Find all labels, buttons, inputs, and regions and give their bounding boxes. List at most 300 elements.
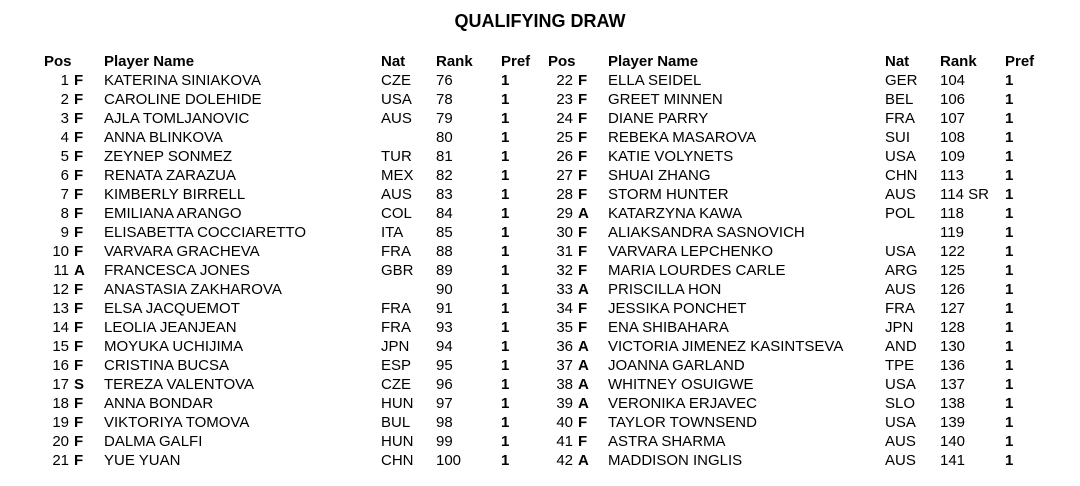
- position-cell: 11: [53, 262, 69, 279]
- entry-code-cell: A: [578, 205, 589, 222]
- rank-cell: 93: [436, 319, 453, 336]
- rank-cell: 84: [436, 205, 453, 222]
- rank-cell: 139: [940, 414, 966, 431]
- entry-code-cell: A: [74, 262, 85, 279]
- rank-cell: 95: [436, 357, 453, 374]
- rank-cell: 119: [940, 224, 964, 241]
- draw-table-left: [44, 52, 548, 470]
- position-cell: 9: [60, 224, 69, 241]
- nationality-cell: USA: [381, 91, 412, 108]
- entry-code-cell: A: [578, 338, 589, 355]
- preference-cell: 1: [501, 186, 510, 203]
- player-name-cell: JESSIKA PONCHET: [608, 300, 747, 317]
- table-row: [44, 147, 548, 166]
- rank-cell: 106: [940, 91, 966, 108]
- draw-rows-left: [44, 71, 548, 470]
- player-name-cell: ANNA BONDAR: [104, 395, 214, 412]
- preference-cell: 1: [501, 148, 510, 165]
- entry-code-cell: F: [74, 205, 84, 222]
- nationality-cell: ESP: [381, 357, 412, 374]
- rank-cell: 130: [940, 338, 966, 355]
- player-name-cell: CRISTINA BUCSA: [104, 357, 230, 374]
- table-row: [548, 261, 1050, 280]
- entry-code-cell: F: [74, 395, 84, 412]
- rank-cell: 138: [940, 395, 966, 412]
- rank-cell: 99: [436, 433, 453, 450]
- preference-cell: 1: [1005, 148, 1014, 165]
- player-name-cell: EMILIANA ARANGO: [104, 205, 242, 222]
- player-name-cell: YUE YUAN: [104, 452, 181, 469]
- preference-cell: 1: [501, 110, 510, 127]
- player-name-cell: KATARZYNA KAWA: [608, 205, 743, 222]
- table-row: [548, 109, 1050, 128]
- nationality-cell: HUN: [381, 395, 414, 412]
- header-code: [578, 52, 608, 71]
- table-row: [44, 299, 548, 318]
- position-cell: 26: [556, 148, 573, 165]
- player-name-cell: ENA SHIBAHARA: [608, 319, 729, 336]
- table-row: [548, 128, 1050, 147]
- player-name-cell: KATIE VOLYNETS: [608, 148, 734, 165]
- header-pref: Pref: [1005, 53, 1035, 70]
- player-name-cell: ASTRA SHARMA: [608, 433, 726, 450]
- table-row: [548, 166, 1050, 185]
- entry-code-cell: F: [578, 243, 588, 260]
- table-row: [44, 185, 548, 204]
- rank-cell: 94: [436, 338, 453, 355]
- position-cell: 2: [60, 91, 69, 108]
- rank-cell: 100: [436, 452, 462, 469]
- player-name-cell: VICTORIA JIMENEZ KASINTSEVA: [608, 338, 844, 355]
- preference-cell: 1: [1005, 300, 1014, 317]
- header-name: Player Name: [608, 53, 699, 70]
- table-row: [44, 261, 548, 280]
- rank-cell: 90: [436, 281, 453, 298]
- entry-code-cell: F: [578, 91, 588, 108]
- nationality-cell: TUR: [381, 148, 412, 165]
- rank-cell: 122: [940, 243, 966, 260]
- position-cell: 7: [60, 186, 69, 203]
- preference-cell: 1: [501, 205, 510, 222]
- entry-code-cell: F: [578, 129, 588, 146]
- header-pos: Pos: [44, 53, 72, 70]
- entry-code-cell: F: [74, 186, 84, 203]
- table-row: [548, 432, 1050, 451]
- player-name-cell: TAYLOR TOWNSEND: [608, 414, 757, 431]
- player-name-cell: VERONIKA ERJAVEC: [608, 395, 757, 412]
- table-row: [44, 413, 548, 432]
- entry-code-cell: F: [74, 433, 84, 450]
- preference-cell: 1: [501, 319, 510, 336]
- entry-code-cell: F: [578, 224, 588, 241]
- preference-cell: 1: [501, 129, 510, 146]
- table-row: [548, 223, 1050, 242]
- entry-code-cell: F: [74, 72, 84, 89]
- nationality-cell: SUI: [885, 129, 911, 146]
- nationality-cell: FRA: [381, 319, 411, 336]
- player-name-cell: DIANE PARRY: [608, 110, 709, 127]
- position-cell: 35: [556, 319, 573, 336]
- player-name-cell: ZEYNEP SONMEZ: [104, 148, 233, 165]
- rank-cell: 125: [940, 262, 966, 279]
- player-name-cell: MADDISON INGLIS: [608, 452, 743, 469]
- position-cell: 12: [52, 281, 69, 298]
- position-cell: 8: [60, 205, 69, 222]
- preference-cell: 1: [501, 243, 510, 260]
- preference-cell: 1: [501, 224, 510, 241]
- nationality-cell: CHN: [381, 452, 414, 469]
- player-name-cell: STORM HUNTER: [608, 186, 729, 203]
- position-cell: 25: [556, 129, 573, 146]
- header-name: Player Name: [104, 53, 195, 70]
- nationality-cell: TPE: [885, 357, 915, 374]
- rank-cell: 89: [436, 262, 453, 279]
- rank-cell: 81: [436, 148, 453, 165]
- position-cell: 40: [556, 414, 573, 431]
- nationality-cell: FRA: [885, 110, 915, 127]
- table-row: [44, 109, 548, 128]
- entry-code-cell: F: [74, 452, 84, 469]
- table-row: [548, 413, 1050, 432]
- nationality-cell: AUS: [885, 452, 916, 469]
- entry-code-cell: A: [578, 281, 589, 298]
- table-row: [548, 185, 1050, 204]
- entry-code-cell: S: [74, 376, 85, 393]
- entry-code-cell: F: [74, 338, 84, 355]
- header-row: [548, 52, 1050, 71]
- player-name-cell: VIKTORIYA TOMOVA: [104, 414, 250, 431]
- entry-code-cell: F: [74, 243, 84, 260]
- table-row: [548, 242, 1050, 261]
- player-name-cell: GREET MINNEN: [608, 91, 723, 108]
- header-row: [44, 52, 548, 71]
- position-cell: 13: [52, 300, 69, 317]
- position-cell: 23: [556, 91, 573, 108]
- rank-cell: 136: [940, 357, 966, 374]
- preference-cell: 1: [501, 395, 510, 412]
- position-cell: 36: [556, 338, 573, 355]
- entry-code-cell: F: [74, 110, 84, 127]
- rank-cell: 137: [940, 376, 966, 393]
- draw-table-right: [548, 52, 1050, 470]
- player-name-cell: ELSA JACQUEMOT: [104, 300, 240, 317]
- table-row: [44, 356, 548, 375]
- position-cell: 4: [60, 129, 69, 146]
- nationality-cell: AUS: [885, 281, 916, 298]
- position-cell: 6: [60, 167, 69, 184]
- position-cell: 17: [52, 376, 69, 393]
- position-cell: 31: [556, 243, 573, 260]
- position-cell: 39: [556, 395, 573, 412]
- table-row: [44, 432, 548, 451]
- nationality-cell: ARG: [885, 262, 918, 279]
- rank-cell: 83: [436, 186, 453, 203]
- rank-cell: 141: [940, 452, 966, 469]
- header-nat: Nat: [381, 53, 406, 70]
- rank-cell: 82: [436, 167, 453, 184]
- position-cell: 41: [556, 433, 573, 450]
- position-cell: 3: [60, 110, 69, 127]
- table-row: [548, 375, 1050, 394]
- nationality-cell: [381, 280, 436, 299]
- rank-cell: 107: [940, 110, 966, 127]
- rank-cell: 76: [436, 72, 453, 89]
- preference-cell: 1: [501, 262, 510, 279]
- table-row: [44, 337, 548, 356]
- preference-cell: 1: [501, 281, 510, 298]
- preference-cell: 1: [1005, 414, 1014, 431]
- position-cell: 29: [556, 205, 573, 222]
- nationality-cell: FRA: [381, 243, 411, 260]
- player-name-cell: VARVARA LEPCHENKO: [608, 243, 774, 260]
- entry-code-cell: F: [578, 262, 588, 279]
- header-code: [74, 52, 104, 71]
- preference-cell: 1: [1005, 433, 1014, 450]
- nationality-cell: COL: [381, 205, 412, 222]
- rank-cell: 108: [940, 129, 966, 146]
- rank-cell: 126: [940, 281, 966, 298]
- preference-cell: 1: [501, 414, 510, 431]
- entry-code-cell: F: [578, 110, 588, 127]
- player-name-cell: TEREZA VALENTOVA: [104, 376, 255, 393]
- preference-cell: 1: [501, 357, 510, 374]
- position-cell: 42: [556, 452, 573, 469]
- preference-cell: 1: [1005, 376, 1014, 393]
- nationality-cell: USA: [885, 243, 916, 260]
- table-row: [44, 375, 548, 394]
- rank-cell: 97: [436, 395, 453, 412]
- player-name-cell: VARVARA GRACHEVA: [104, 243, 260, 260]
- preference-cell: 1: [501, 91, 510, 108]
- nationality-cell: [381, 128, 436, 147]
- entry-code-cell: F: [578, 167, 588, 184]
- table-row: [44, 90, 548, 109]
- nationality-cell: SLO: [885, 395, 916, 412]
- nationality-cell: MEX: [381, 167, 414, 184]
- entry-code-cell: F: [74, 167, 84, 184]
- position-cell: 24: [556, 110, 573, 127]
- player-name-cell: ANNA BLINKOVA: [104, 129, 223, 146]
- entry-code-cell: A: [578, 395, 589, 412]
- preference-cell: 1: [1005, 338, 1014, 355]
- table-row: [44, 166, 548, 185]
- entry-code-cell: A: [578, 376, 589, 393]
- position-cell: 30: [556, 224, 573, 241]
- nationality-cell: JPN: [381, 338, 410, 355]
- table-row: [44, 242, 548, 261]
- nationality-cell: USA: [885, 148, 916, 165]
- rank-cell: 91: [436, 300, 453, 317]
- entry-code-cell: F: [578, 300, 588, 317]
- header-nat: Nat: [885, 53, 910, 70]
- nationality-cell: ITA: [381, 224, 404, 241]
- position-cell: 21: [52, 452, 69, 469]
- nationality-cell: GER: [885, 72, 918, 89]
- nationality-cell: HUN: [381, 433, 414, 450]
- table-row: [548, 356, 1050, 375]
- rank-cell: 85: [436, 224, 453, 241]
- entry-code-cell: A: [578, 357, 589, 374]
- entry-code-cell: F: [74, 148, 84, 165]
- preference-cell: 1: [501, 300, 510, 317]
- header-rank: Rank: [940, 53, 977, 70]
- header-pos: Pos: [548, 53, 576, 70]
- preference-cell: 1: [1005, 452, 1014, 469]
- preference-cell: 1: [1005, 262, 1014, 279]
- nationality-cell: USA: [885, 376, 916, 393]
- preference-cell: 1: [501, 167, 510, 184]
- entry-code-cell: F: [74, 300, 84, 317]
- preference-cell: 1: [1005, 129, 1014, 146]
- nationality-cell: BUL: [381, 414, 411, 431]
- header-pref: Pref: [501, 53, 531, 70]
- entry-code-cell: F: [74, 224, 84, 241]
- preference-cell: 1: [1005, 205, 1014, 222]
- preference-cell: 1: [1005, 167, 1014, 184]
- rank-cell: 114 SR: [940, 186, 989, 203]
- nationality-cell: AUS: [381, 186, 412, 203]
- preference-cell: 1: [501, 433, 510, 450]
- nationality-cell: FRA: [381, 300, 411, 317]
- player-name-cell: KIMBERLY BIRRELL: [104, 186, 246, 203]
- nationality-cell: BEL: [885, 91, 914, 108]
- table-row: [44, 451, 548, 470]
- entry-code-cell: F: [578, 319, 588, 336]
- player-name-cell: LEOLIA JEANJEAN: [104, 319, 237, 336]
- table-row: [548, 299, 1050, 318]
- player-name-cell: CAROLINE DOLEHIDE: [104, 91, 262, 108]
- nationality-cell: [885, 223, 940, 242]
- player-name-cell: KATERINA SINIAKOVA: [104, 72, 261, 89]
- table-row: [44, 204, 548, 223]
- position-cell: 10: [52, 243, 69, 260]
- entry-code-cell: F: [74, 319, 84, 336]
- rank-cell: 96: [436, 376, 453, 393]
- entry-code-cell: F: [74, 357, 84, 374]
- preference-cell: 1: [1005, 243, 1014, 260]
- player-name-cell: SHUAI ZHANG: [608, 167, 711, 184]
- entry-code-cell: F: [578, 414, 588, 431]
- preference-cell: 1: [501, 376, 510, 393]
- player-name-cell: MARIA LOURDES CARLE: [608, 262, 786, 279]
- position-cell: 38: [556, 376, 573, 393]
- table-row: [548, 394, 1050, 413]
- table-row: [548, 204, 1050, 223]
- entry-code-cell: F: [578, 72, 588, 89]
- player-name-cell: DALMA GALFI: [104, 433, 203, 450]
- entry-code-cell: F: [74, 281, 84, 298]
- nationality-cell: GBR: [381, 262, 414, 279]
- position-cell: 37: [556, 357, 573, 374]
- player-name-cell: ANASTASIA ZAKHAROVA: [104, 281, 282, 298]
- preference-cell: 1: [1005, 186, 1014, 203]
- preference-cell: 1: [501, 72, 510, 89]
- position-cell: 19: [52, 414, 69, 431]
- player-name-cell: WHITNEY OSUIGWE: [608, 376, 754, 393]
- rank-cell: 80: [436, 129, 453, 146]
- preference-cell: 1: [501, 338, 510, 355]
- preference-cell: 1: [1005, 72, 1014, 89]
- table-row: [44, 394, 548, 413]
- player-name-cell: ALIAKSANDRA SASNOVICH: [608, 224, 805, 241]
- rank-cell: 127: [940, 300, 966, 317]
- player-name-cell: ELISABETTA COCCIARETTO: [104, 224, 306, 241]
- nationality-cell: CZE: [381, 376, 411, 393]
- player-name-cell: AJLA TOMLJANOVIC: [104, 110, 250, 127]
- entry-code-cell: F: [74, 91, 84, 108]
- position-cell: 18: [52, 395, 69, 412]
- position-cell: 15: [52, 338, 69, 355]
- position-cell: 27: [556, 167, 573, 184]
- preference-cell: 1: [1005, 395, 1014, 412]
- position-cell: 16: [52, 357, 69, 374]
- preference-cell: 1: [1005, 319, 1014, 336]
- entry-code-cell: F: [578, 186, 588, 203]
- nationality-cell: AUS: [885, 433, 916, 450]
- table-row: [548, 318, 1050, 337]
- page-title: QUALIFYING DRAW: [454, 11, 626, 31]
- nationality-cell: AND: [885, 338, 917, 355]
- table-row: [548, 90, 1050, 109]
- entry-code-cell: F: [74, 414, 84, 431]
- entry-code-cell: F: [578, 148, 588, 165]
- player-name-cell: PRISCILLA HON: [608, 281, 722, 298]
- position-cell: 33: [556, 281, 573, 298]
- nationality-cell: USA: [885, 414, 916, 431]
- nationality-cell: CHN: [885, 167, 918, 184]
- draw-rows-right: [548, 71, 1050, 470]
- position-cell: 22: [556, 72, 573, 89]
- rank-cell: 140: [940, 433, 966, 450]
- position-cell: 14: [52, 319, 69, 336]
- preference-cell: 1: [1005, 91, 1014, 108]
- table-row: [44, 280, 548, 299]
- player-name-cell: ELLA SEIDEL: [608, 72, 702, 89]
- nationality-cell: POL: [885, 205, 916, 222]
- rank-cell: 78: [436, 91, 453, 108]
- position-cell: 5: [60, 148, 69, 165]
- player-name-cell: JOANNA GARLAND: [608, 357, 745, 374]
- preference-cell: 1: [1005, 281, 1014, 298]
- table-row: [44, 223, 548, 242]
- nationality-cell: CZE: [381, 72, 411, 89]
- rank-cell: 104: [940, 72, 966, 89]
- rank-cell: 113: [940, 167, 964, 184]
- preference-cell: 1: [1005, 224, 1014, 241]
- position-cell: 20: [52, 433, 69, 450]
- header-rank: Rank: [436, 53, 473, 70]
- table-row: [548, 337, 1050, 356]
- player-name-cell: REBEKA MASAROVA: [608, 129, 757, 146]
- nationality-cell: AUS: [381, 110, 412, 127]
- table-row: [44, 128, 548, 147]
- nationality-cell: FRA: [885, 300, 915, 317]
- position-cell: 28: [556, 186, 573, 203]
- table-row: [548, 451, 1050, 470]
- rank-cell: 88: [436, 243, 453, 260]
- table-row: [548, 280, 1050, 299]
- rank-cell: 109: [940, 148, 966, 165]
- entry-code-cell: A: [578, 452, 589, 469]
- preference-cell: 1: [1005, 110, 1014, 127]
- rank-cell: 128: [940, 319, 966, 336]
- entry-code-cell: F: [74, 129, 84, 146]
- player-name-cell: MOYUKA UCHIJIMA: [104, 338, 244, 355]
- preference-cell: 1: [1005, 357, 1014, 374]
- rank-cell: 98: [436, 414, 453, 431]
- table-row: [548, 147, 1050, 166]
- player-name-cell: FRANCESCA JONES: [104, 262, 250, 279]
